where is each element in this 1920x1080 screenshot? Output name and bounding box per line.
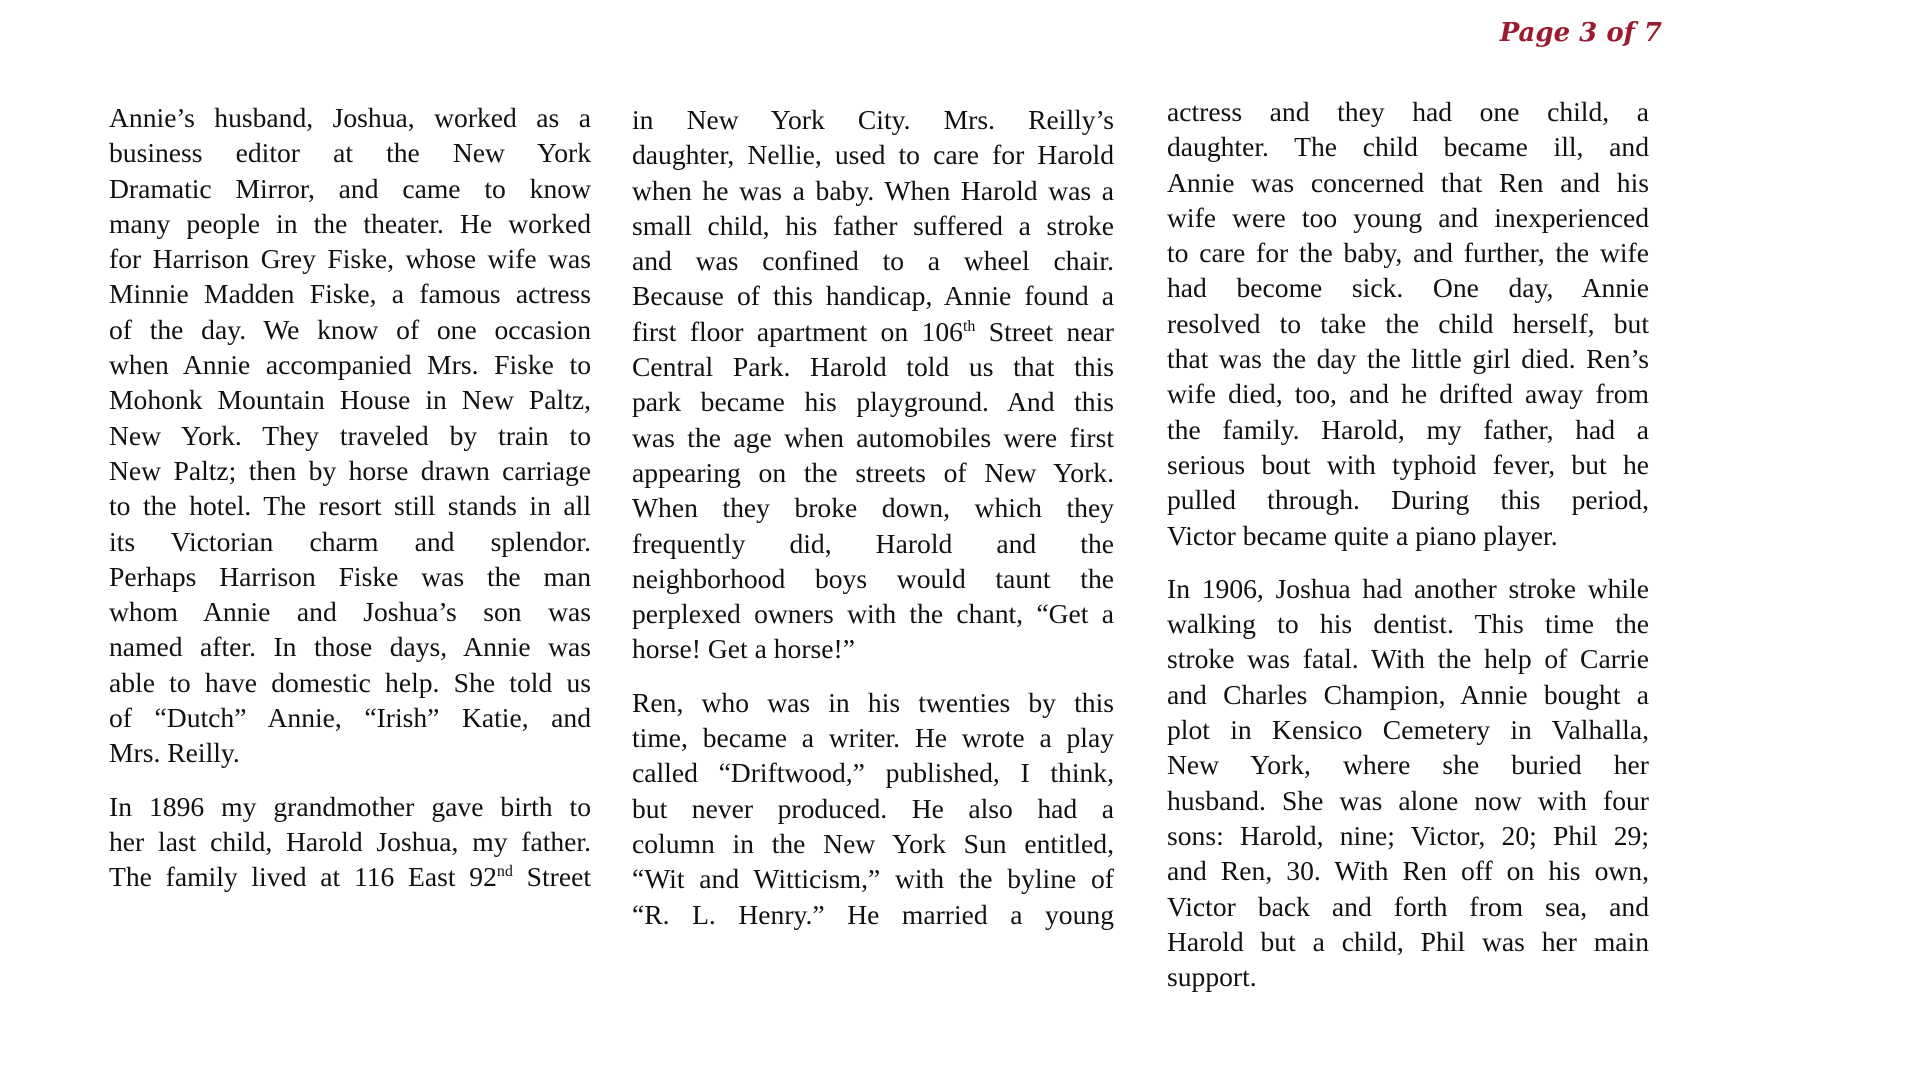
text-line: Victor back and forth from sea, and xyxy=(1167,890,1649,922)
text-line: When they broke down, which they xyxy=(632,492,1114,524)
paragraph xyxy=(632,102,1114,667)
text-line: daughter, Nellie, used to care for Harold xyxy=(632,139,1114,171)
text-line: her last child, Harold Joshua, my father. xyxy=(109,825,591,857)
text-line: in New York City. Mrs. Reilly’s xyxy=(632,104,1114,135)
text-line: Minnie Madden Fiske, a famous actress xyxy=(109,278,591,310)
text-line: appearing on the streets of New York. xyxy=(632,456,1114,488)
text-line: when Annie accompanied Mrs. Fiske to xyxy=(109,349,591,381)
text-line: and Ren, 30. With Ren off on his own, xyxy=(1167,855,1649,887)
text-line: park became his playground. And this xyxy=(632,386,1114,418)
text-line: In 1906, Joshua had another stroke while xyxy=(1167,572,1649,604)
paragraph-gap xyxy=(109,771,591,789)
text-line: whom Annie and Joshua’s son was xyxy=(109,596,591,628)
text-line: many people in the theater. He worked xyxy=(109,207,591,239)
text-line: for Harrison Grey Fiske, whose wife was xyxy=(109,243,591,275)
text-line: Dramatic Mirror, and came to know xyxy=(109,172,591,204)
page-number: Page 3 of 7 xyxy=(1499,18,1662,48)
text-line: resolved to take the child herself, but xyxy=(1167,307,1649,339)
text-line: able to have domestic help. She told us xyxy=(109,666,591,698)
text-line: wife died, too, and he drifted away from xyxy=(1167,378,1649,410)
superscript: th xyxy=(962,317,976,335)
text-line: had become sick. One day, Annie xyxy=(1167,272,1649,304)
text-line: was the age when automobiles were first xyxy=(632,421,1114,453)
text-fragment: Street xyxy=(512,861,591,893)
text-column-3 xyxy=(1167,94,1649,994)
text-line: called “Driftwood,” published, I think, xyxy=(632,757,1114,789)
text-line: New York, where she buried her xyxy=(1167,749,1649,781)
text-line: daughter. The child became ill, and xyxy=(1167,131,1649,163)
text-line xyxy=(109,859,591,894)
text-column-1 xyxy=(109,100,591,895)
text-line: to the hotel. The resort still stands in all xyxy=(109,490,591,522)
text-line: stroke was fatal. With the help of Carrie xyxy=(1167,643,1649,675)
text-line: support. xyxy=(1167,961,1257,993)
text-line: to care for the baby, and further, the wife xyxy=(1167,237,1649,269)
text-line: Harold but a child, Phil was her main xyxy=(1167,925,1649,957)
text-line: Annie was concerned that Ren and his xyxy=(1167,166,1649,198)
text-line: named after. In those days, Annie was xyxy=(109,631,591,663)
text-fragment: first floor apartment on 106 xyxy=(632,315,963,347)
text-line: In 1896 my grandmother gave birth to xyxy=(109,790,591,822)
text-line: pulled through. During this period, xyxy=(1167,484,1649,516)
text-line: the family. Harold, my father, had a xyxy=(1167,413,1649,445)
paragraph xyxy=(1167,94,1649,553)
text-fragment: Street near xyxy=(975,315,1114,347)
text-column-2 xyxy=(632,102,1114,932)
text-line: horse! Get a horse!” xyxy=(632,633,855,665)
text-line: business editor at the New York xyxy=(109,137,591,169)
text-line: Mrs. Reilly. xyxy=(109,737,240,769)
text-line: and Charles Champion, Annie bought a xyxy=(1167,678,1649,710)
text-line: perplexed owners with the chant, “Get a xyxy=(632,598,1114,630)
text-line: husband. She was alone now with four xyxy=(1167,784,1649,816)
paragraph xyxy=(109,789,591,895)
text-line: of the day. We know of one occasion xyxy=(109,313,591,345)
text-line: New Paltz; then by horse drawn carriage xyxy=(109,454,591,486)
paragraph-gap xyxy=(1167,553,1649,571)
paragraph xyxy=(632,685,1114,932)
text-line: Perhaps Harrison Fiske was the man xyxy=(109,560,591,592)
text-line: of “Dutch” Annie, “Irish” Katie, and xyxy=(109,702,591,734)
text-line: when he was a baby. When Harold was a xyxy=(632,174,1114,206)
text-fragment: The family lived at 116 East 92 xyxy=(109,861,497,893)
text-line: and was confined to a wheel chair. xyxy=(632,245,1114,277)
text-line: its Victorian charm and splendor. xyxy=(109,525,591,557)
text-line: Because of this handicap, Annie found a xyxy=(632,280,1114,312)
text-line: small child, his father suffered a stroke xyxy=(632,209,1114,241)
text-line: walking to his dentist. This time the xyxy=(1167,608,1649,640)
paragraph-gap xyxy=(632,667,1114,685)
text-line: column in the New York Sun entitled, xyxy=(632,827,1114,859)
text-line: Mohonk Mountain House in New Paltz, xyxy=(109,384,591,416)
text-line: but never produced. He also had a xyxy=(632,792,1114,824)
text-line: that was the day the little girl died. Ren’s xyxy=(1167,343,1649,375)
superscript: nd xyxy=(496,863,513,881)
text-line: “R. L. Henry.” He married a young xyxy=(632,898,1114,930)
text-line: Victor became quite a piano player. xyxy=(1167,519,1558,551)
paragraph xyxy=(1167,571,1649,995)
text-line: time, became a writer. He wrote a play xyxy=(632,722,1114,754)
text-line: wife were too young and inexperienced xyxy=(1167,201,1649,233)
text-line: Ren, who was in his twenties by this xyxy=(632,686,1114,718)
paragraph xyxy=(109,100,591,771)
text-line: frequently did, Harold and the xyxy=(632,527,1114,559)
text-line: plot in Kensico Cemetery in Valhalla, xyxy=(1167,714,1649,746)
text-line: Annie’s husband, Joshua, worked as a xyxy=(109,102,591,133)
text-line xyxy=(632,314,1114,349)
text-line: “Wit and Witticism,” with the byline of xyxy=(632,863,1114,895)
text-line: New York. They traveled by train to xyxy=(109,419,591,451)
text-line: actress and they had one child, a xyxy=(1167,96,1649,127)
text-line: neighborhood boys would taunt the xyxy=(632,562,1114,594)
text-line: sons: Harold, nine; Victor, 20; Phil 29; xyxy=(1167,819,1649,851)
text-line: Central Park. Harold told us that this xyxy=(632,351,1114,383)
text-line: serious bout with typhoid fever, but he xyxy=(1167,448,1649,480)
